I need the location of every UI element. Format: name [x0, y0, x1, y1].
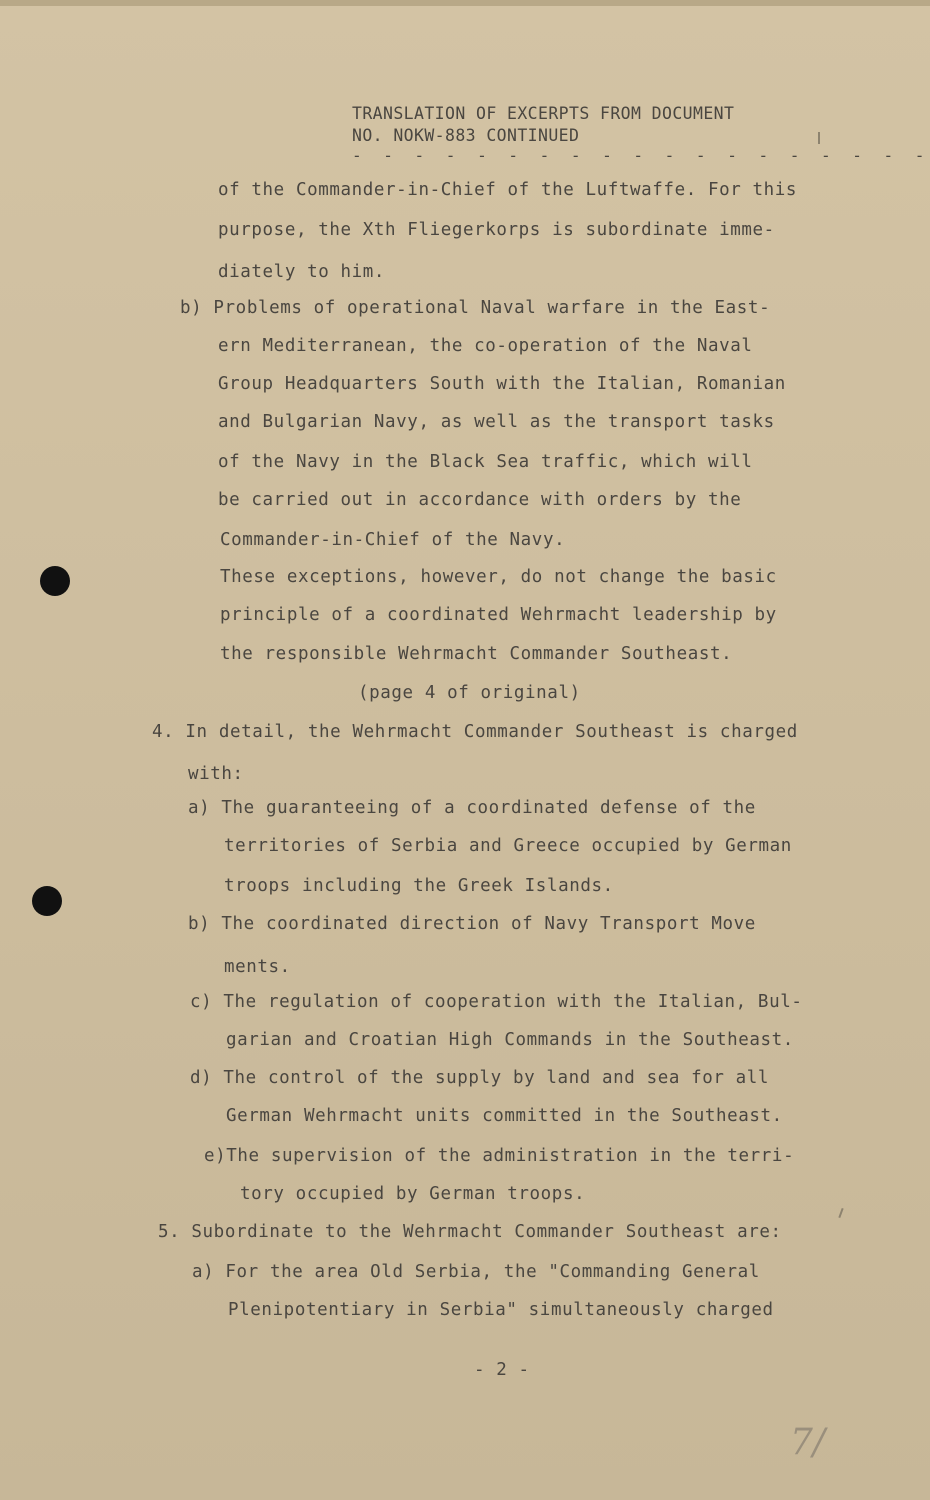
- body-line-4: b) Problems of operational Naval warfare in the East-: [180, 298, 771, 318]
- body-line-5: ern Mediterranean, the co-operation of the Naval: [218, 336, 753, 356]
- body-line-12: principle of a coordinated Wehrmacht leadership by: [220, 605, 777, 625]
- page-top-edge: [0, 0, 930, 6]
- body-line-10: Commander-in-Chief of the Navy.: [220, 530, 566, 550]
- punch-hole-lower: [32, 886, 62, 916]
- body-line-16: with:: [188, 764, 244, 784]
- body-line-17: a) The guaranteeing of a coordinated defense of the: [188, 798, 756, 818]
- body-line-21: ments.: [224, 957, 291, 977]
- corner-handwritten-mark: 7/: [790, 1422, 826, 1463]
- body-line-7: and Bulgarian Navy, as well as the transport tasks: [218, 412, 775, 432]
- page-number: - 2 -: [474, 1360, 530, 1380]
- body-line-22: c) The regulation of cooperation with the Italian, Bul-: [190, 992, 803, 1012]
- header-rule: - - - - - - - - - - - - - - - - - - -: [352, 146, 930, 165]
- body-line-19: troops including the Greek Islands.: [224, 876, 614, 896]
- margin-tick-mark: [838, 1208, 843, 1218]
- body-line-3: diately to him.: [218, 262, 386, 282]
- body-line-23: garian and Croatian High Commands in the Southeast.: [226, 1030, 794, 1050]
- header-document-number: NO. NOKW-883 CONTINUED: [352, 126, 580, 145]
- body-line-9: be carried out in accordance with orders by the: [218, 490, 742, 510]
- margin-tick-mark: [818, 132, 820, 144]
- body-line-20: b) The coordinated direction of Navy Transport Move: [188, 914, 756, 934]
- body-line-25: German Wehrmacht units committed in the Southeast.: [226, 1106, 783, 1126]
- body-line-11: These exceptions, however, do not change the basic: [220, 567, 777, 587]
- body-line-27: tory occupied by German troops.: [240, 1184, 586, 1204]
- punch-hole-upper: [40, 566, 70, 596]
- body-line-2: purpose, the Xth Fliegerkorps is subordinate imme-: [218, 220, 775, 240]
- body-line-1: of the Commander-in-Chief of the Luftwaffe. For this: [218, 180, 798, 200]
- page-reference: (page 4 of original): [358, 683, 581, 703]
- body-line-8: of the Navy in the Black Sea traffic, which will: [218, 452, 753, 472]
- body-line-26: e)The supervision of the administration in the terri-: [204, 1146, 795, 1166]
- body-line-13: the responsible Wehrmacht Commander Southeast.: [220, 644, 733, 664]
- body-line-6: Group Headquarters South with the Italian, Romanian: [218, 374, 786, 394]
- body-line-30: Plenipotentiary in Serbia" simultaneously charged: [228, 1300, 774, 1320]
- body-line-15: 4. In detail, the Wehrmacht Commander Southeast is charged: [152, 722, 798, 742]
- header-title: TRANSLATION OF EXCERPTS FROM DOCUMENT: [352, 104, 735, 123]
- body-line-29: a) For the area Old Serbia, the "Commanding General: [192, 1262, 760, 1282]
- body-line-28: 5. Subordinate to the Wehrmacht Commander Southeast are:: [158, 1222, 782, 1242]
- body-line-24: d) The control of the supply by land and sea for all: [190, 1068, 770, 1088]
- body-line-18: territories of Serbia and Greece occupied by German: [224, 836, 792, 856]
